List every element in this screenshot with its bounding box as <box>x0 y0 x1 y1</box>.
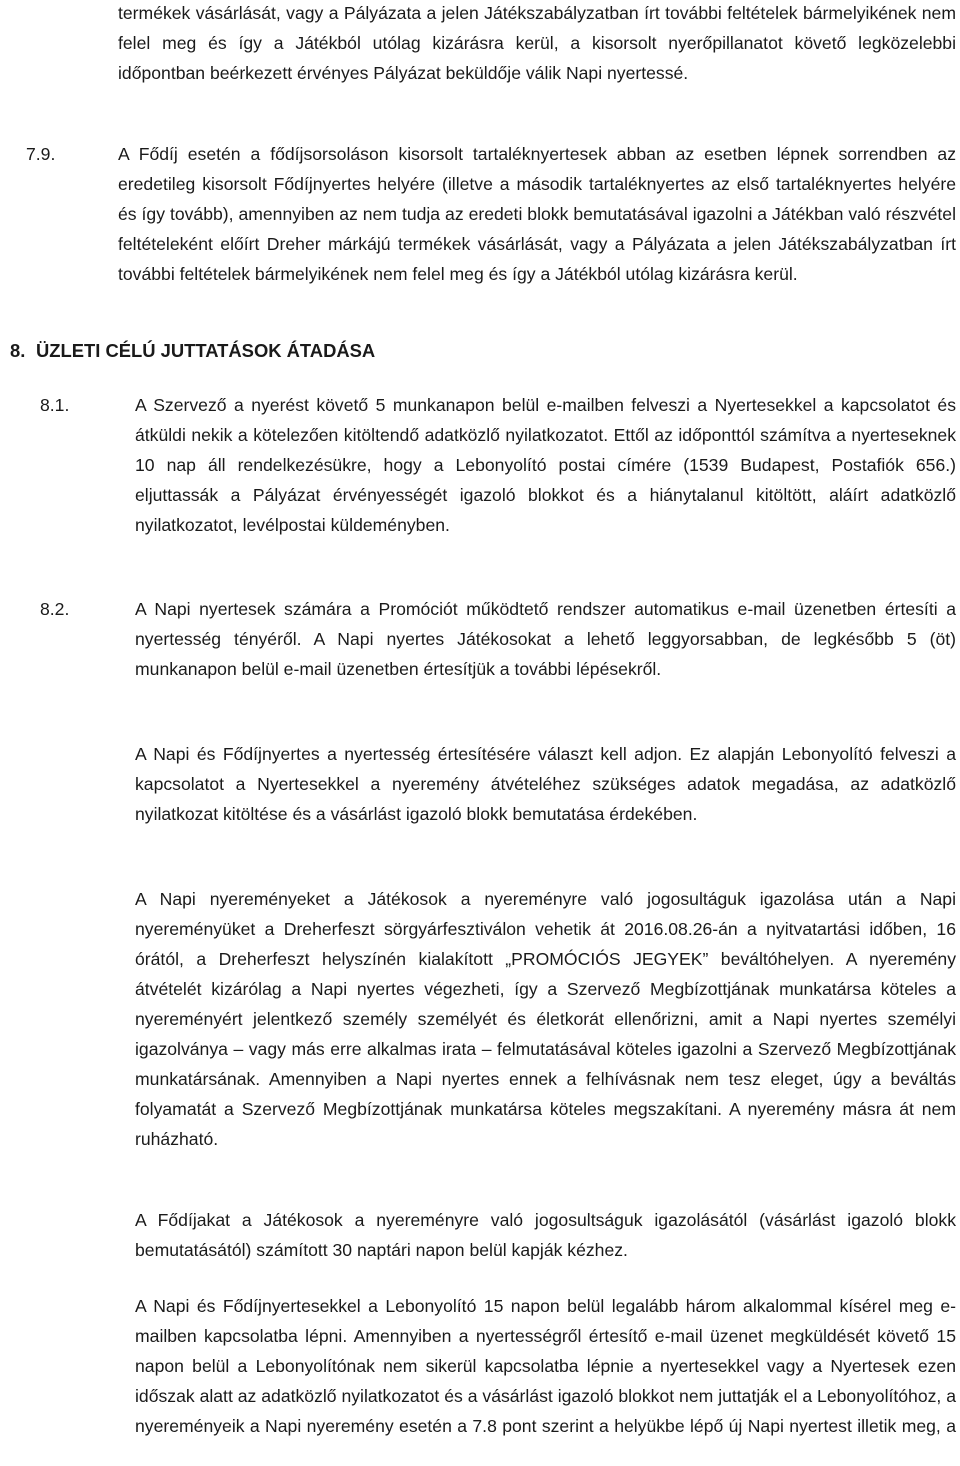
clause-text: A Fődíj esetén a fődíjsorsoláson kisorsolt tartaléknyertesek abban az esetben lépnek sorrendben az eredetileg kisorsolt Fődíjnyertes helyére (illetve a második tartaléknyertes az első tartaléknyertes helyére és így tovább), amennyiben az nem tudja az eredeti blokk bemutatásával igazolni a Játékban való részvétel feltételeként előírt Dreher márkájú termékek vásárlását, vagy a Pályázata a jelen Játékszabályzatban írt további feltételek bármelyikének nem felel meg és így a Játékból utólag kizárásra kerül. <box>118 144 956 284</box>
clause-number: 8.1. <box>40 395 70 415</box>
continuation-paragraph <box>118 0 956 88</box>
paragraph: A Napi és Fődíjnyertesekkel a Lebonyolító 15 napon belül legalább három alkalommal kísérel meg e-mailben kapcsolatba lépni. Amennyiben a nyertességről értesítő e-mail üzenet megküldését követő 15 napon belül a Lebonyolítónak nem sikerül kapcsolatba lépnie a nyertesekkel vagy a Nyertesek ezen időszak alatt az adatközlő nyilatkozatot és a vásárlást igazoló blokkot nem juttatják el a Lebonyolítóhoz, a nyereményeik a Napi nyeremény esetén a 7.8 pont szerint a helyükbe lépő új Napi nyertest illetik meg, a <box>135 1296 956 1436</box>
paragraph: A Fődíjakat a Játékosok a nyereményre való jogosultságuk igazolásától (vásárlást igazoló blokk bemutatásától) számított 30 naptári napon belül kapják kézhez. <box>135 1210 956 1260</box>
section-number: 8. <box>10 340 26 361</box>
section-title: ÜZLETI CÉLÚ JUTTATÁSOK ÁTADÁSA <box>36 340 376 361</box>
continuation-text: termékek vásárlását, vagy a Pályázata a jelen Játékszabályzatban írt további feltételek bármelyikének nem felel meg és így a Játékból utólag kizárásra kerül, a kisorsolt nyerőpillanatot követő legközelebbi időpontban beérkezett érvényes Pályázat beküldője válik Napi nyertessé. <box>118 3 956 83</box>
clause-text: A Szervező a nyerést követő 5 munkanapon belül e-mailben felveszi a Nyertesekkel a kapcsolatot és átküldi nekik a kötelezően kitöltendő adatközlő nyilatkozatot. Ettől az időponttól számítva a nyerteseknek 10 nap áll rendelkezésükre, hogy a Lebonyolító postai címére (1539 Budapest, Postafiók 656.) eljuttassák a Pályázat érvényességét igazoló blokkot és a hiánytalanul kitöltött, aláírt adatközlő nyilatkozatot, levélpostai küldeményben. <box>135 395 956 535</box>
paragraph: A Napi nyereményeket a Játékosok a nyereményre való jogosultáguk igazolása után a Napi nyereményüket a Dreherfeszt sörgyárfesztiválon vehetik át 2016.08.26-án a nyitvatartási időben, 16 órától, a Dreherfeszt helyszínén kialakított „PROMÓCIÓS JEGYEK” beváltóhelyen. A nyeremény átvételét kizárólag a Napi nyertes végezheti, így a Szervező Megbízottjának munkatársa köteles a nyereményért jelentkező személy személyét és életkorát ellenőrizni, amit a Napi nyertes személyi igazolványa – vagy más erre alkalmas irata – felmutatásával köteles igazolni a Szervező Megbízottjának munkatársának. Amennyiben a Napi nyertes ennek a felhívásnak nem tesz eleget, úgy a beváltás folyamatát a Szervező Megbízottjának munkatársa köteles megszakítani. A nyeremény másra át nem ruházható. <box>135 889 956 1149</box>
paragraph: A Napi és Fődíjnyertes a nyertesség értesítésére választ kell adjon. Ez alapján Lebonyolító felveszi a kapcsolatot a Nyertesekkel a nyeremény átvételéhez szükséges adatok megadása, az adatközlő nyilatkozat kitöltése és a vásárlást igazoló blokk bemutatása érdekében. <box>135 744 956 824</box>
clause-7-9 <box>26 139 956 349</box>
section-heading <box>10 336 375 366</box>
clause-text: A Napi nyertesek számára a Promóciót működtető rendszer automatikus e-mail üzenetben értesíti a nyertesség tényéről. A Napi nyertes Játékosokat a lehető leggyorsabban, de legkésőbb 5 (öt) munkanapon belül e-mail üzenetben értesítjük a további lépésekről. <box>135 599 956 679</box>
clause-number: 8.2. <box>40 599 70 619</box>
clause-8-1 <box>40 390 956 570</box>
clause-8-2 <box>40 594 956 714</box>
clause-number: 7.9. <box>26 144 56 164</box>
